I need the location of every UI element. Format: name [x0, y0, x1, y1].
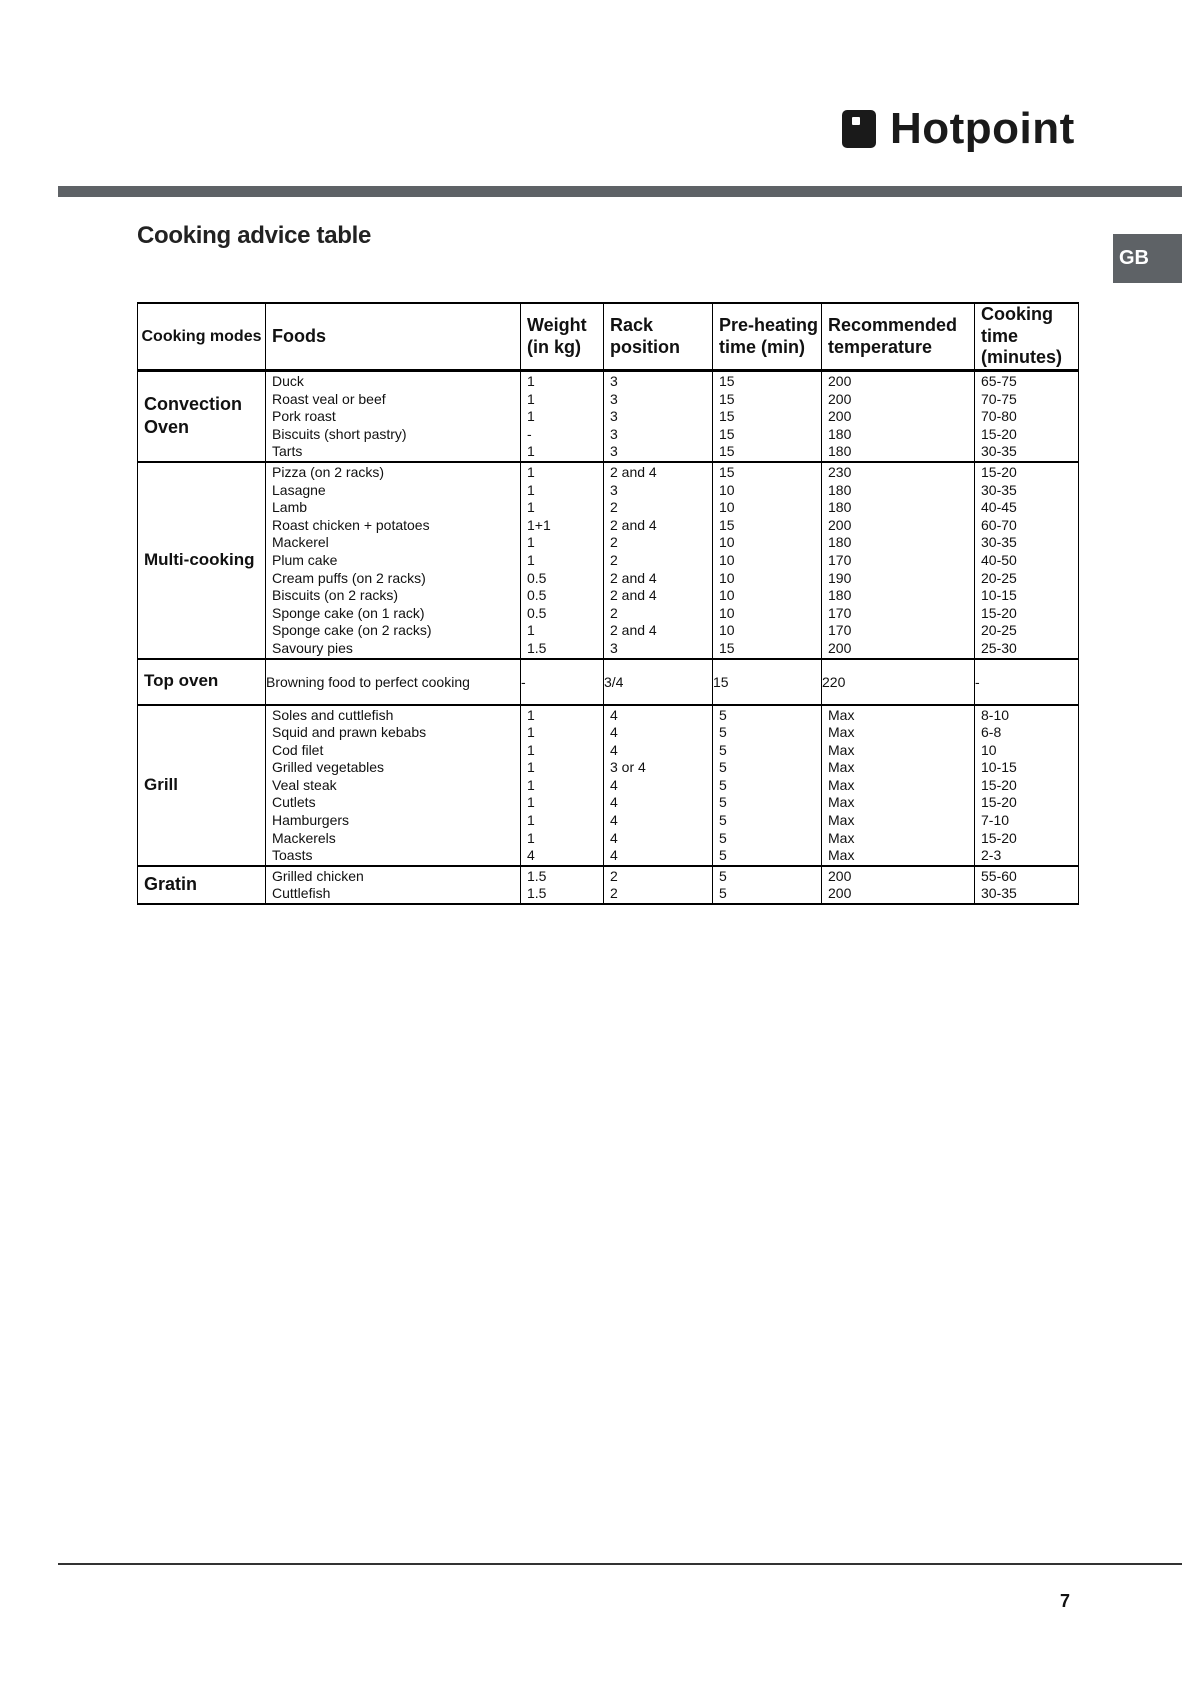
weight-cell — [521, 866, 604, 904]
weight-cell — [521, 462, 604, 659]
cell-value: 15 — [719, 516, 735, 533]
group-convection-oven — [138, 371, 1079, 462]
temperature-cell: 220 — [822, 659, 975, 705]
table-row — [138, 866, 1079, 904]
cell-value: 10-15 — [981, 759, 1017, 776]
cell-value: 190 — [828, 569, 852, 586]
cell-value: 15-20 — [981, 829, 1017, 846]
cell-value: 4 — [610, 847, 618, 864]
cell-value: 65-75 — [981, 373, 1017, 389]
cell-value: 1 — [527, 551, 535, 568]
cell-value: Sponge cake (on 2 racks) — [272, 622, 432, 639]
cell-value: 180 — [828, 534, 852, 551]
cell-value: 1.5 — [527, 867, 547, 884]
cell-value: 1 — [527, 829, 535, 846]
cell-value: 5 — [719, 812, 727, 829]
language-tab: GB — [1113, 234, 1182, 283]
header-foods: Foods — [266, 303, 521, 371]
cell-value: 1 — [527, 481, 535, 498]
cell-value: 200 — [828, 867, 852, 884]
cell-value: 200 — [828, 516, 852, 533]
cell-value: 3 — [610, 408, 618, 425]
mode-label: Grill — [138, 705, 266, 866]
rack-cell — [604, 866, 713, 904]
cell-value: 2 and 4 — [610, 622, 657, 639]
cell-value: 1+1 — [527, 516, 551, 533]
cell-value: Duck — [272, 373, 304, 389]
cell-value: 40-45 — [981, 499, 1017, 516]
cell-value: 200 — [828, 885, 852, 902]
table-row — [138, 659, 1079, 705]
mode-label: Gratin — [138, 866, 266, 904]
rack-cell: 3/4 — [604, 659, 713, 705]
cell-value: 1 — [527, 759, 535, 776]
cell-value: 2 and 4 — [610, 463, 657, 480]
header-preheating-time: Pre-heating time (min) — [713, 303, 822, 371]
cell-value: 60-70 — [981, 516, 1017, 533]
cell-value: 5 — [719, 794, 727, 811]
cell-value: 15-20 — [981, 425, 1017, 442]
cell-value: 1 — [527, 534, 535, 551]
cell-value: 2 and 4 — [610, 587, 657, 604]
cell-value: 180 — [828, 499, 852, 516]
weight-cell — [521, 705, 604, 866]
foods-cell: Browning food to perfect cooking — [266, 659, 521, 705]
preheat-cell — [713, 705, 822, 866]
cell-value: - — [527, 425, 532, 442]
cell-value: 170 — [828, 551, 852, 568]
cell-value: 15-20 — [981, 794, 1017, 811]
cell-value: 25-30 — [981, 639, 1017, 656]
cell-value: 10 — [719, 551, 735, 568]
cooking-time-cell — [975, 705, 1079, 866]
cell-value: 30-35 — [981, 443, 1017, 460]
table-row — [138, 705, 1079, 866]
rack-cell — [604, 371, 713, 462]
cooking-time-cell — [975, 462, 1079, 659]
cell-value: Savoury pies — [272, 639, 353, 656]
cell-value: 170 — [828, 622, 852, 639]
cell-value: Biscuits (on 2 racks) — [272, 587, 399, 604]
cell-value: 1 — [527, 741, 535, 758]
cell-value: Veal steak — [272, 776, 337, 793]
cell-value: 200 — [828, 373, 852, 389]
cell-value: Plum cake — [272, 551, 338, 568]
table-row — [138, 462, 1079, 659]
cell-value: 2 — [610, 534, 618, 551]
cell-value: 30-35 — [981, 481, 1017, 498]
cell-value: 70-75 — [981, 390, 1017, 407]
cell-value: 1 — [527, 706, 535, 723]
cell-value: 1 — [527, 373, 535, 389]
cell-value: 15-20 — [981, 776, 1017, 793]
cell-value: 1 — [527, 622, 535, 639]
cell-value: 4 — [527, 847, 535, 864]
group-grill — [138, 705, 1079, 866]
cooking-advice-table — [137, 302, 1079, 905]
cell-value: 5 — [719, 776, 727, 793]
page-title: Cooking advice table — [137, 222, 372, 249]
cell-value: 3 — [610, 425, 618, 442]
cell-value: Cod filet — [272, 741, 324, 758]
cell-value: Cream puffs (on 2 racks) — [272, 569, 426, 586]
cooking-time-cell: - — [975, 659, 1079, 705]
cell-value: 10 — [719, 569, 735, 586]
cell-value: 15 — [719, 390, 735, 407]
cell-value: Hamburgers — [272, 812, 350, 829]
cell-value: 2 and 4 — [610, 516, 657, 533]
cell-value: Max — [828, 759, 855, 776]
temperature-cell — [822, 462, 975, 659]
preheat-cell — [713, 866, 822, 904]
cell-value: 15 — [719, 443, 735, 460]
preheat-cell — [713, 462, 822, 659]
cell-value: 5 — [719, 867, 727, 884]
cell-value: 3 or 4 — [610, 759, 646, 776]
cell-value: Cutlets — [272, 794, 316, 811]
cell-value: Max — [828, 776, 855, 793]
cell-value: 0.5 — [527, 587, 547, 604]
cell-value: 1.5 — [527, 885, 547, 902]
cell-value: 5 — [719, 847, 727, 864]
cell-value: Max — [828, 829, 855, 846]
cell-value: 180 — [828, 425, 852, 442]
page-number: 7 — [1060, 1591, 1071, 1611]
cell-value: 10 — [719, 534, 735, 551]
cell-value: 1 — [527, 724, 535, 741]
foods-cell — [266, 462, 521, 659]
cell-value: 2 — [610, 885, 618, 902]
header-recommended-temperature: Recommended temperature — [822, 303, 975, 371]
cell-value: 2 and 4 — [610, 569, 657, 586]
foods-cell — [266, 371, 521, 462]
cell-value: 55-60 — [981, 867, 1017, 884]
cell-value: 30-35 — [981, 885, 1017, 902]
cell-value: Mackerels — [272, 829, 336, 846]
cell-value: Roast chicken + potatoes — [272, 516, 430, 533]
foods-cell — [266, 866, 521, 904]
cell-value: 70-80 — [981, 408, 1017, 425]
cell-value: Lamb — [272, 499, 308, 516]
cell-value: 180 — [828, 481, 852, 498]
cell-value: Max — [828, 724, 855, 741]
cell-value: Max — [828, 794, 855, 811]
cell-value: 1 — [527, 499, 535, 516]
group-top-oven — [138, 659, 1079, 705]
cell-value: 15 — [719, 639, 735, 656]
cell-value: Mackerel — [272, 534, 329, 551]
temperature-cell — [822, 371, 975, 462]
table-header-row — [138, 303, 1079, 371]
cell-value: 10 — [719, 604, 735, 621]
cell-value: 5 — [719, 724, 727, 741]
cell-value: 15-20 — [981, 463, 1017, 480]
cell-value: 2 — [610, 604, 618, 621]
cell-value: Grilled chicken — [272, 867, 364, 884]
cell-value: 5 — [719, 741, 727, 758]
temperature-cell — [822, 705, 975, 866]
cell-value: 3 — [610, 390, 618, 407]
cell-value: Toasts — [272, 847, 313, 864]
cell-value: Pork roast — [272, 408, 336, 425]
group-gratin — [138, 866, 1079, 904]
cell-value: 10 — [719, 622, 735, 639]
cell-value: 4 — [610, 812, 618, 829]
brand-name: Hotpoint — [890, 104, 1075, 153]
cell-value: 5 — [719, 885, 727, 902]
header-rack-position: Rack position — [604, 303, 713, 371]
cell-value: 1 — [527, 812, 535, 829]
mode-label: Top oven — [138, 659, 266, 705]
cell-value: 200 — [828, 408, 852, 425]
mode-label: Multi-cooking — [138, 462, 266, 659]
cell-value: 40-50 — [981, 551, 1017, 568]
cell-value: 20-25 — [981, 569, 1017, 586]
cell-value: 5 — [719, 829, 727, 846]
cell-value: Sponge cake (on 1 rack) — [272, 604, 425, 621]
cell-value: 10-15 — [981, 587, 1017, 604]
preheat-cell — [713, 371, 822, 462]
cell-value: 4 — [610, 776, 618, 793]
preheat-cell: 15 — [713, 659, 822, 705]
cell-value: 15 — [719, 408, 735, 425]
cell-value: 180 — [828, 443, 852, 460]
cell-value: 10 — [719, 587, 735, 604]
cell-value: 30-35 — [981, 534, 1017, 551]
cell-value: 10 — [981, 741, 997, 758]
cell-value: 5 — [719, 706, 727, 723]
cell-value: 6-8 — [981, 724, 1002, 741]
cell-value: 4 — [610, 829, 618, 846]
cell-value: 5 — [719, 759, 727, 776]
table-row — [138, 371, 1079, 462]
cell-value: Max — [828, 741, 855, 758]
cooking-time-cell — [975, 866, 1079, 904]
cell-value: 4 — [610, 706, 618, 723]
cell-value: 1 — [527, 443, 535, 460]
cell-value: 1 — [527, 776, 535, 793]
cell-value: 3 — [610, 373, 618, 389]
group-multi-cooking — [138, 462, 1079, 659]
cell-value: 3 — [610, 481, 618, 498]
hotpoint-logo-icon — [842, 110, 876, 148]
temperature-cell — [822, 866, 975, 904]
cell-value: Grilled vegetables — [272, 759, 385, 776]
cell-value: 180 — [828, 587, 852, 604]
mode-label: Convection Oven — [138, 371, 266, 462]
cell-value: Tarts — [272, 443, 303, 460]
cell-value: Max — [828, 706, 855, 723]
cell-value: 1 — [527, 463, 535, 480]
cell-value: 230 — [828, 463, 852, 480]
cooking-time-cell — [975, 371, 1079, 462]
header-cooking-modes: Cooking modes — [138, 303, 266, 371]
weight-cell: - — [521, 659, 604, 705]
cell-value: Max — [828, 847, 855, 864]
cell-value: Soles and cuttlefish — [272, 706, 394, 723]
header-weight: Weight (in kg) — [521, 303, 604, 371]
cell-value: 170 — [828, 604, 852, 621]
cell-value: 200 — [828, 390, 852, 407]
weight-cell — [521, 371, 604, 462]
footer-divider — [58, 1563, 1182, 1565]
cell-value: 2 — [610, 551, 618, 568]
cell-value: 7-10 — [981, 812, 1010, 829]
cell-value: 2 — [610, 867, 618, 884]
cell-value: 1 — [527, 390, 535, 407]
cell-value: 15 — [719, 373, 735, 389]
cell-value: 20-25 — [981, 622, 1017, 639]
cell-value: 15 — [719, 463, 735, 480]
cell-value: Roast veal or beef — [272, 390, 386, 407]
rack-cell — [604, 705, 713, 866]
cell-value: Max — [828, 812, 855, 829]
rack-cell — [604, 462, 713, 659]
header-divider — [58, 186, 1182, 197]
cell-value: Biscuits (short pastry) — [272, 425, 407, 442]
hotpoint-logo — [842, 104, 1075, 154]
cell-value: 1 — [527, 794, 535, 811]
cell-value: 3 — [610, 639, 618, 656]
cell-value: 10 — [719, 499, 735, 516]
cell-value: 10 — [719, 481, 735, 498]
cell-value: 15 — [719, 425, 735, 442]
cell-value: Squid and prawn kebabs — [272, 724, 427, 741]
header-cooking-time: Cooking time (minutes) — [975, 303, 1079, 371]
cell-value: 0.5 — [527, 569, 547, 586]
cell-value: 8-10 — [981, 706, 1010, 723]
foods-cell — [266, 705, 521, 866]
cell-value: 0.5 — [527, 604, 547, 621]
cell-value: 4 — [610, 794, 618, 811]
cell-value: 1.5 — [527, 639, 547, 656]
cell-value: Pizza (on 2 racks) — [272, 463, 385, 480]
cell-value: 1 — [527, 408, 535, 425]
cell-value: 2-3 — [981, 847, 1002, 864]
cell-value: Lasagne — [272, 481, 326, 498]
cell-value: 2 — [610, 499, 618, 516]
cell-value: 15-20 — [981, 604, 1017, 621]
cell-value: 200 — [828, 639, 852, 656]
cell-value: Cuttlefish — [272, 885, 331, 902]
cell-value: 4 — [610, 724, 618, 741]
cell-value: 4 — [610, 741, 618, 758]
cell-value: 3 — [610, 443, 618, 460]
